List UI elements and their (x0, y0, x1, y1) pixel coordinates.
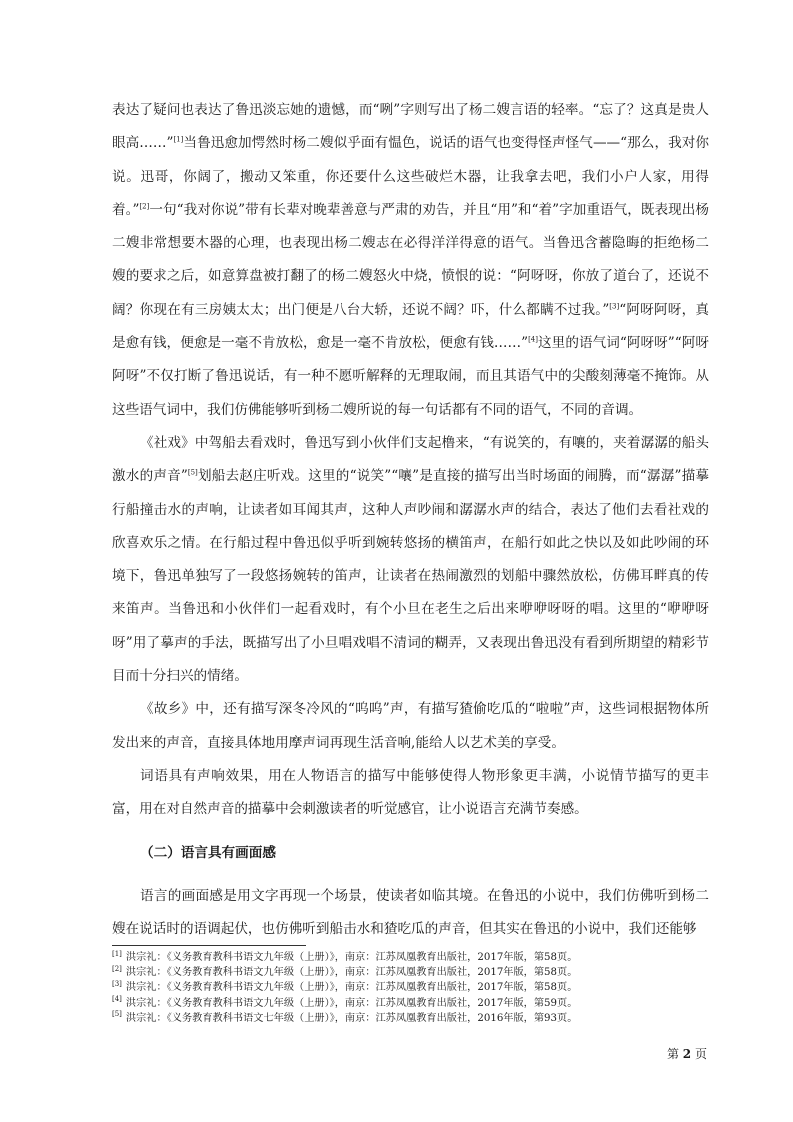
footnote-ref-2[interactable]: [2] (139, 202, 150, 211)
footnote-2 (112, 965, 709, 980)
footnote-text: 洪宗礼：《义务教育教科书语文七年级（上册）》，南京：江苏凤凰教育出版社，2016年版，第93页。 (125, 1012, 578, 1024)
footnote-3 (112, 980, 709, 995)
footnote-1 (112, 950, 709, 965)
footnote-mark: [3] (112, 980, 122, 989)
footnote-4 (112, 996, 709, 1011)
footnote-5 (112, 1011, 709, 1026)
text-span: 划船去赵庄听戏。这里的“说笑”“嚷”是直接的描写出当时场面的闹腾，而“潺潺”描摹行船撞击水的声响，让读者如耳闻其声，这种人声吵闹和潺潺水声的结合，表达了他们去看社戏的欣喜欢乐之情。在行船过程中鲁迅似乎听到婉转悠扬的横笛声，在船行如此之快以及如此吵闹的环境下，鲁迅单独写了一段悠扬婉转的笛声，让读者在热闹激烈的划船中骤然放松，仿佛耳畔真的传来笛声。当鲁迅和小伙伴们一起看戏时，有个小旦在老生之后出来咿咿呀呀的唱。这里的“咿咿呀呀”用了摹声的手法，既描写出了小旦唱戏唱不清词的糊弄，又表现出鲁迅没有看到所期望的精彩节目而十分扫兴的情绪。 (112, 468, 709, 685)
page-number (667, 1045, 707, 1062)
paragraph-5: 语言的画面感是用文字再现一个场景，使读者如临其境。在鲁迅的小说中，我们仿佛听到杨二嫂在说话时的语调起伏，也仿佛听到船击水和猹吃瓜的声音，但其实在鲁迅的小说中，我们还能够 (112, 887, 709, 937)
paragraph-2 (112, 427, 709, 693)
page-number-suffix: 页 (694, 1047, 707, 1061)
footnote-mark: [2] (112, 964, 122, 973)
footnote-ref-5[interactable]: [5] (187, 468, 198, 477)
footnote-text: 洪宗礼：《义务教育教科书语文九年级（上册）》，南京：江苏凤凰教育出版社，2017年版，第58页。 (125, 982, 578, 994)
footnote-mark: [5] (112, 1010, 122, 1019)
paragraph-3: 《故乡》中，还有描写深冬冷风的“呜呜”声，有描写猹偷吃瓜的“啦啦”声，这些词根据物体所发出来的声音，直接具体地用摩声词再现生活音响,能给人以艺术美的享受。 (112, 701, 709, 751)
footnote-text: 洪宗礼：《义务教育教科书语文九年级（上册）》，南京：江苏凤凰教育出版社，2017年版，第59页。 (125, 997, 578, 1009)
paragraph-1 (112, 94, 709, 427)
page-number-prefix: 第 (666, 1047, 679, 1061)
footnotes (112, 950, 709, 1026)
text-span: “阿呀阿呀，真是愈有钱，便愈是一毫不肯放松，愈是一毫不肯放松，便愈有钱……” (112, 301, 709, 352)
text-span: 表达了疑问也表达了鲁迅淡忘她的遗憾，而“咧”字则写出了杨二嫂言语的轻率。“忘了？这真是贵人眼高……” (112, 102, 709, 152)
text-span: 这里的语气词“阿呀呀”“阿呀阿呀”不仅打断了鲁迅说话，有一种不愿听解释的无理取闹，而且其语气中的尖酸刻薄毫不掩饰。从这些语气词中，我们仿佛能够听到杨二嫂所说的每一句话都有不同的语气，不同的音调。 (112, 335, 709, 418)
footnote-divider (112, 945, 306, 946)
text-span: 一句“我对你说”带有长辈对晚辈善意与严肃的劝告，并且“用”和“着”字加重语气，既表现出杨二嫂非常想要木器的心理，也表现出杨二嫂志在必得洋洋得意的语气。当鲁迅含蓄隐晦的拒绝杨二嫂的要求之后，如意算盘被打翻了的杨二嫂怒火中烧，愤恨的说：“阿呀呀，你放了道台了，还说不阔？你现在有三房姨太太；出门便是八台大轿，还说不阔？吓，什么都瞒不过我。” (112, 201, 709, 318)
section-heading: （二）语言具有画面感 (140, 844, 276, 861)
footnote-ref-3[interactable]: [3] (609, 302, 620, 311)
page-body (112, 94, 709, 946)
text-span: 《社戏》中驾船去看戏时，鲁迅写到小伙伴们支起橹来，“有说笑的，有嚷的，夹着潺潺的船头激水的声音” (112, 434, 709, 485)
footnote-mark: [4] (112, 995, 122, 1004)
footnote-text: 洪宗礼：《义务教育教科书语文九年级（上册）》，南京：江苏凤凰教育出版社，2017年版，第58页。 (125, 967, 578, 979)
footnote-ref-1[interactable]: [1] (173, 135, 184, 144)
footnote-mark: [1] (112, 949, 122, 958)
page-number-value: 2 (682, 1047, 692, 1061)
footnote-ref-4[interactable]: [4] (528, 335, 538, 344)
text-span: 当鲁迅愈加愕然时杨二嫂似乎面有愠色，说话的语气也变得怪声怪气——“那么，我对你说。迅哥，你阔了，搬动又笨重，你还要什么这些破烂木器，让我拿去吧，我们小户人家，用得着。” (112, 135, 710, 218)
paragraph-4: 词语具有声响效果，用在人物语言的描写中能够使得人物形象更丰满，小说情节描写的更丰富，用在对自然声音的描摹中会刺激读者的听觉感官，让小说语言充满节奏感。 (112, 767, 709, 818)
footnote-text: 洪宗礼：《义务教育教科书语文九年级（上册）》，南京：江苏凤凰教育出版社，2017年版，第58页。 (125, 952, 578, 963)
